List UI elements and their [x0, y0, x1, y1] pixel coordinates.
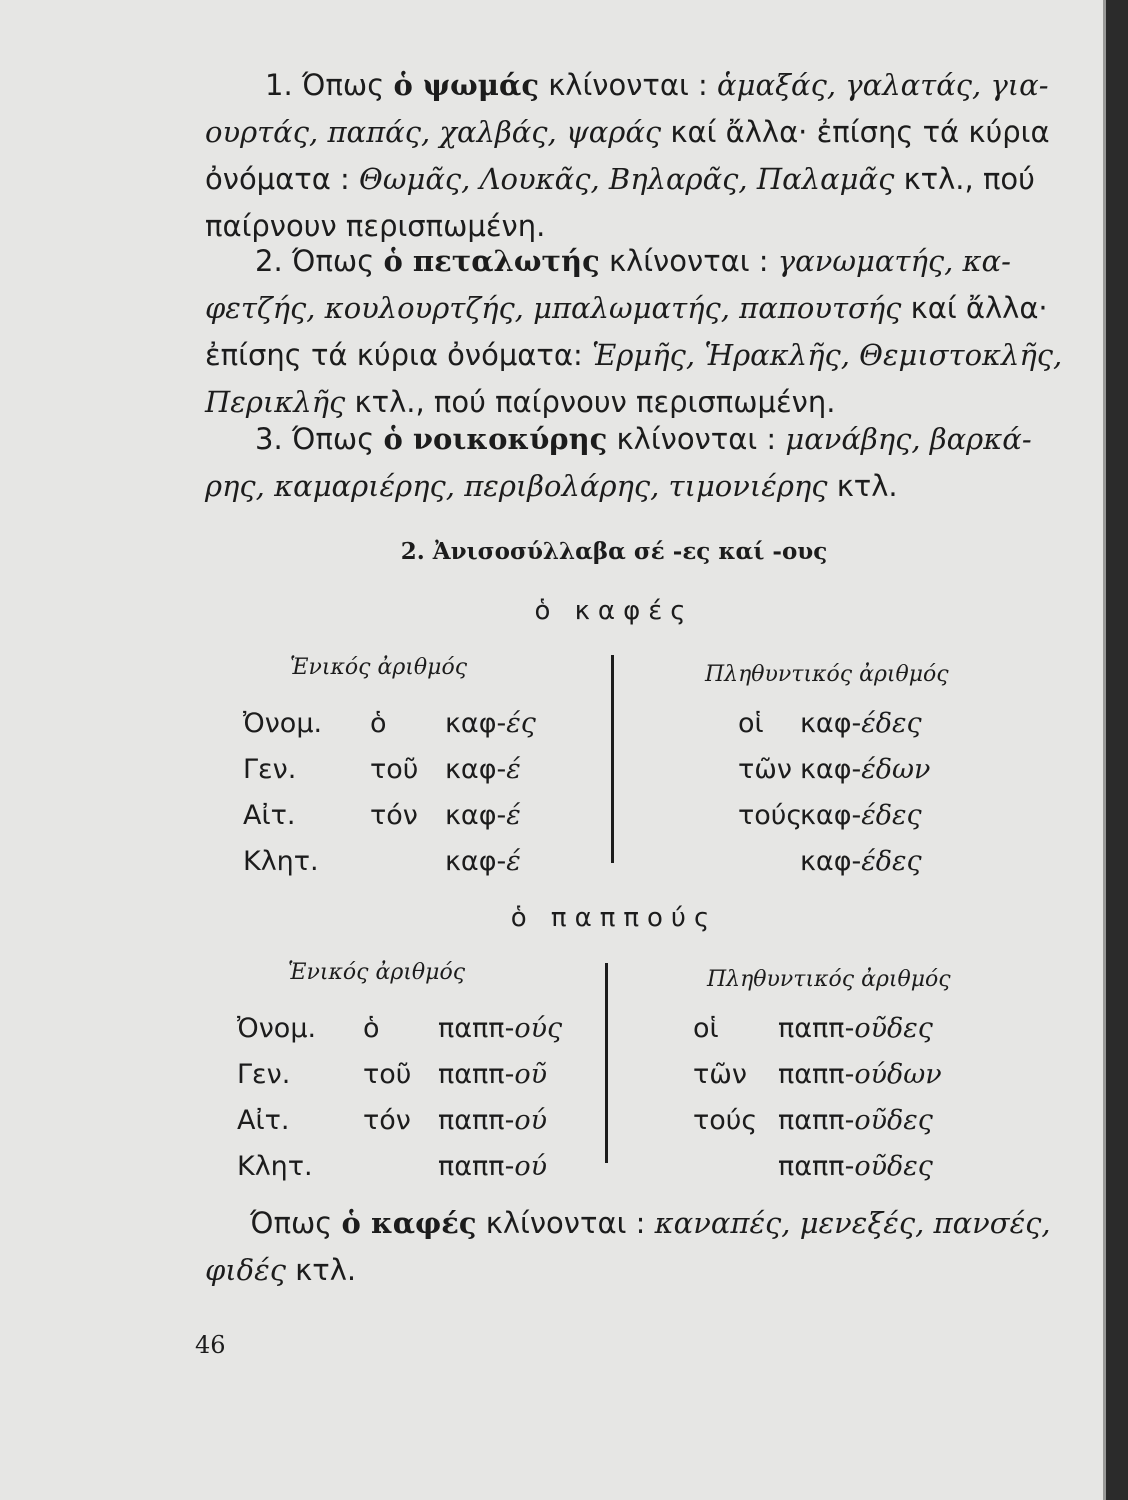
article-plural: οἱ — [693, 1013, 719, 1044]
form-plural: καφ-έδες — [800, 708, 922, 739]
case-label: Γεν. — [237, 1059, 291, 1090]
table-1-title: ὁ καφές — [534, 596, 694, 626]
case-label: Κλητ. — [243, 846, 319, 877]
text: 2. Όπως — [255, 244, 384, 278]
article-singular: τοῦ — [363, 1059, 412, 1090]
text: κλίνονται : — [607, 422, 786, 456]
paragraph-3 — [205, 416, 1045, 510]
text: Όπως — [250, 1206, 342, 1240]
text: κτλ., πού — [894, 162, 1035, 196]
form-plural: καφ-έδες — [800, 846, 922, 877]
headword: ὁ ψωμάς — [393, 68, 539, 102]
examples: φιδές — [205, 1253, 286, 1287]
table-2-divider — [605, 963, 608, 1163]
text: 1. Όπως — [265, 68, 394, 102]
case-label: Ὀνομ. — [243, 708, 323, 739]
form-plural: παππ-ούδων — [778, 1059, 942, 1090]
form-plural: παππ-οῦδες — [778, 1105, 933, 1136]
paragraph-2 — [205, 238, 1063, 426]
examples: γανωματής, κα- — [777, 244, 1011, 278]
headword: ὁ νοικοκύρης — [383, 422, 608, 456]
text: 3. Όπως — [255, 422, 384, 456]
table-2-plural-header: Πληθυντικός ἀριθμός — [707, 967, 951, 992]
article-plural: οἱ — [738, 708, 764, 739]
table-1-divider — [611, 655, 614, 863]
form-singular: παππ-ού — [438, 1105, 547, 1136]
case-label: Γεν. — [243, 754, 297, 785]
examples: Ἑρμῆς, Ἡρακλῆς, Θεμιστοκλῆς, — [591, 338, 1063, 372]
table-1-plural-header: Πληθυντικός ἀριθμός — [705, 662, 949, 687]
article-singular: τοῦ — [370, 754, 419, 785]
form-singular: καφ-έ — [445, 754, 521, 785]
article-singular: τόν — [363, 1105, 411, 1136]
examples: ρης, καμαριέρης, περιβολάρης, τιμονιέρης — [205, 469, 828, 503]
form-singular: παππ-ού — [438, 1151, 547, 1182]
article-singular: ὁ — [363, 1013, 380, 1044]
article-singular: τόν — [370, 800, 418, 831]
table-2-singular-header: Ἑνικός ἀριθμός — [288, 960, 466, 985]
text: κτλ., πού παίρνουν περισπωμένη. — [345, 385, 836, 419]
text: καί ἄλλα· — [901, 291, 1048, 325]
examples: Περικλῆς — [205, 385, 346, 419]
form-singular: καφ-ές — [445, 708, 536, 739]
form-plural: καφ-έδων — [800, 754, 931, 785]
article-plural: τῶν — [693, 1059, 747, 1090]
examples: ουρτάς, παπάς, χαλβάς, ψαράς — [205, 115, 662, 149]
headword: ὁ πεταλωτής — [383, 244, 600, 278]
page-number: 46 — [195, 1331, 226, 1359]
examples: Θωμᾶς, Λουκᾶς, Βηλαρᾶς, Παλαμᾶς — [359, 162, 895, 196]
form-singular: καφ-έ — [445, 846, 521, 877]
article-plural: τούς — [738, 800, 803, 831]
examples: φετζής, κουλουρτζής, μπαλωματής, παπουτσής — [205, 291, 902, 325]
article-plural: τούς — [693, 1105, 758, 1136]
form-plural: παππ-οῦδες — [778, 1013, 933, 1044]
form-singular: παππ-οῦ — [438, 1059, 547, 1090]
text: κλίνονται : — [599, 244, 778, 278]
examples: ἁμαξάς, γαλατάς, για- — [717, 68, 1049, 102]
examples: καναπές, μενεξές, πανσές, — [654, 1206, 1051, 1240]
text: κτλ. — [285, 1253, 357, 1287]
text: κλίνονται : — [476, 1206, 655, 1240]
headword: ὁ καφές — [341, 1206, 477, 1240]
case-label: Αἰτ. — [243, 800, 296, 831]
case-label: Αἰτ. — [237, 1105, 290, 1136]
text: παίρνουν περισπωμένη. — [205, 209, 546, 243]
examples: μανάβης, βαρκά- — [785, 422, 1032, 456]
text: κλίνονται : — [539, 68, 718, 102]
table-1-singular-header: Ἑνικός ἀριθμός — [290, 655, 468, 680]
table-2-title: ὁ παππούς — [510, 903, 718, 933]
article-plural: τῶν — [738, 754, 792, 785]
text: ὀνόματα : — [205, 162, 360, 196]
section-heading: 2. Ἀνισοσύλλαβα σέ -ες καί -ους — [400, 538, 828, 565]
form-plural: παππ-οῦδες — [778, 1151, 933, 1182]
article-singular: ὁ — [370, 708, 387, 739]
text: κτλ. — [827, 469, 898, 503]
form-singular: παππ-ούς — [438, 1013, 563, 1044]
closing-paragraph — [205, 1200, 1051, 1294]
page-edge — [1106, 0, 1128, 1500]
case-label: Ὀνομ. — [237, 1013, 317, 1044]
form-plural: καφ-έδες — [800, 800, 922, 831]
text: καί ἄλλα· ἐπίσης τά κύρια — [661, 115, 1050, 149]
paragraph-1 — [205, 62, 1050, 250]
form-singular: καφ-έ — [445, 800, 521, 831]
case-label: Κλητ. — [237, 1151, 313, 1182]
text: ἐπίσης τά κύρια ὀνόματα: — [205, 338, 592, 372]
